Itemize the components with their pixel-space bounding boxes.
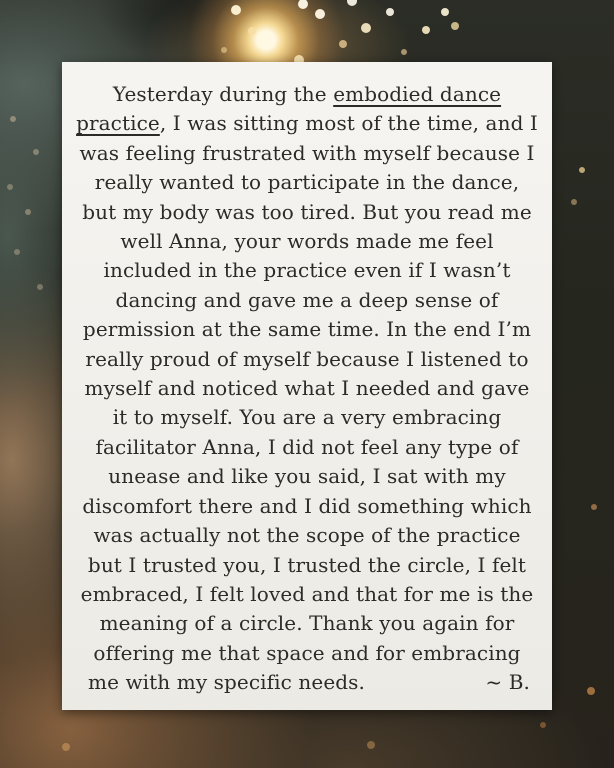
quote-line-text: embraced, I felt loved and that for me is the: [80, 581, 534, 606]
quote-line-text: meaning of a circle. Thank you again for: [99, 611, 515, 636]
underlined-phrase: practice: [76, 111, 160, 136]
quote-line: [62, 256, 552, 285]
testimonial-card: [62, 62, 552, 710]
bokeh-sparkles-icon: [0, 0, 6, 6]
quote-line: [62, 609, 552, 638]
quote-line-text: discomfort there and I did something which: [82, 493, 532, 518]
quote-line: [62, 639, 552, 668]
quote-line-text: was actually not the scope of the practice: [93, 523, 521, 548]
quote-line-text: well Anna, your words made me feel: [120, 229, 494, 254]
quote-line-text: permission at the same time. In the end I’m: [82, 317, 532, 342]
quote-line-text: really proud of myself because I listened to: [85, 346, 529, 371]
quote-line: [62, 521, 552, 550]
quote-line: [62, 551, 552, 580]
quote-line-text: it to myself. You are a very embracing: [112, 405, 502, 430]
quote-line: [62, 668, 552, 697]
quote-line-text: included in the practice even if I wasn’t: [103, 258, 511, 283]
quote-line-text: , I was sitting most of the time, and I: [159, 111, 538, 136]
quote-line: [62, 80, 552, 109]
quote-line: [62, 580, 552, 609]
quote-line: [62, 139, 552, 168]
quote-line: [62, 227, 552, 256]
quote-line: [62, 403, 552, 432]
signature: ~ B.: [485, 670, 530, 695]
quote-line: [62, 374, 552, 403]
quote-line: [62, 109, 552, 138]
quote-line: [62, 198, 552, 227]
quote-line: [62, 462, 552, 491]
quote-line-text: really wanted to participate in the dance,: [94, 170, 520, 195]
quote-line: [62, 345, 552, 374]
quote-line: [62, 315, 552, 344]
quote-line-text: was feeling frustrated with myself because I: [79, 140, 535, 165]
quote-line-text: myself and noticed what I needed and gave: [84, 376, 530, 401]
quote-line: [62, 492, 552, 521]
quote-line-text: but my body was too tired. But you read me: [82, 199, 532, 224]
quote-line-text: dancing and gave me a deep sense of: [115, 287, 499, 312]
underlined-phrase: embodied dance: [333, 82, 502, 106]
quote-text: [62, 62, 552, 698]
quote-line: [62, 286, 552, 315]
quote-line-text: unease and like you said, I sat with my: [108, 464, 506, 489]
quote-line-text: Yesterday during the: [112, 82, 334, 106]
quote-line: [62, 168, 552, 197]
quote-line-text: offering me that space and for embracing: [93, 640, 521, 665]
quote-line-text: facilitator Anna, I did not feel any type of: [95, 434, 519, 459]
quote-line-text: me with my specific needs.: [88, 670, 366, 695]
quote-line-text: but I trusted you, I trusted the circle, I felt: [87, 552, 527, 577]
quote-line: [62, 433, 552, 462]
